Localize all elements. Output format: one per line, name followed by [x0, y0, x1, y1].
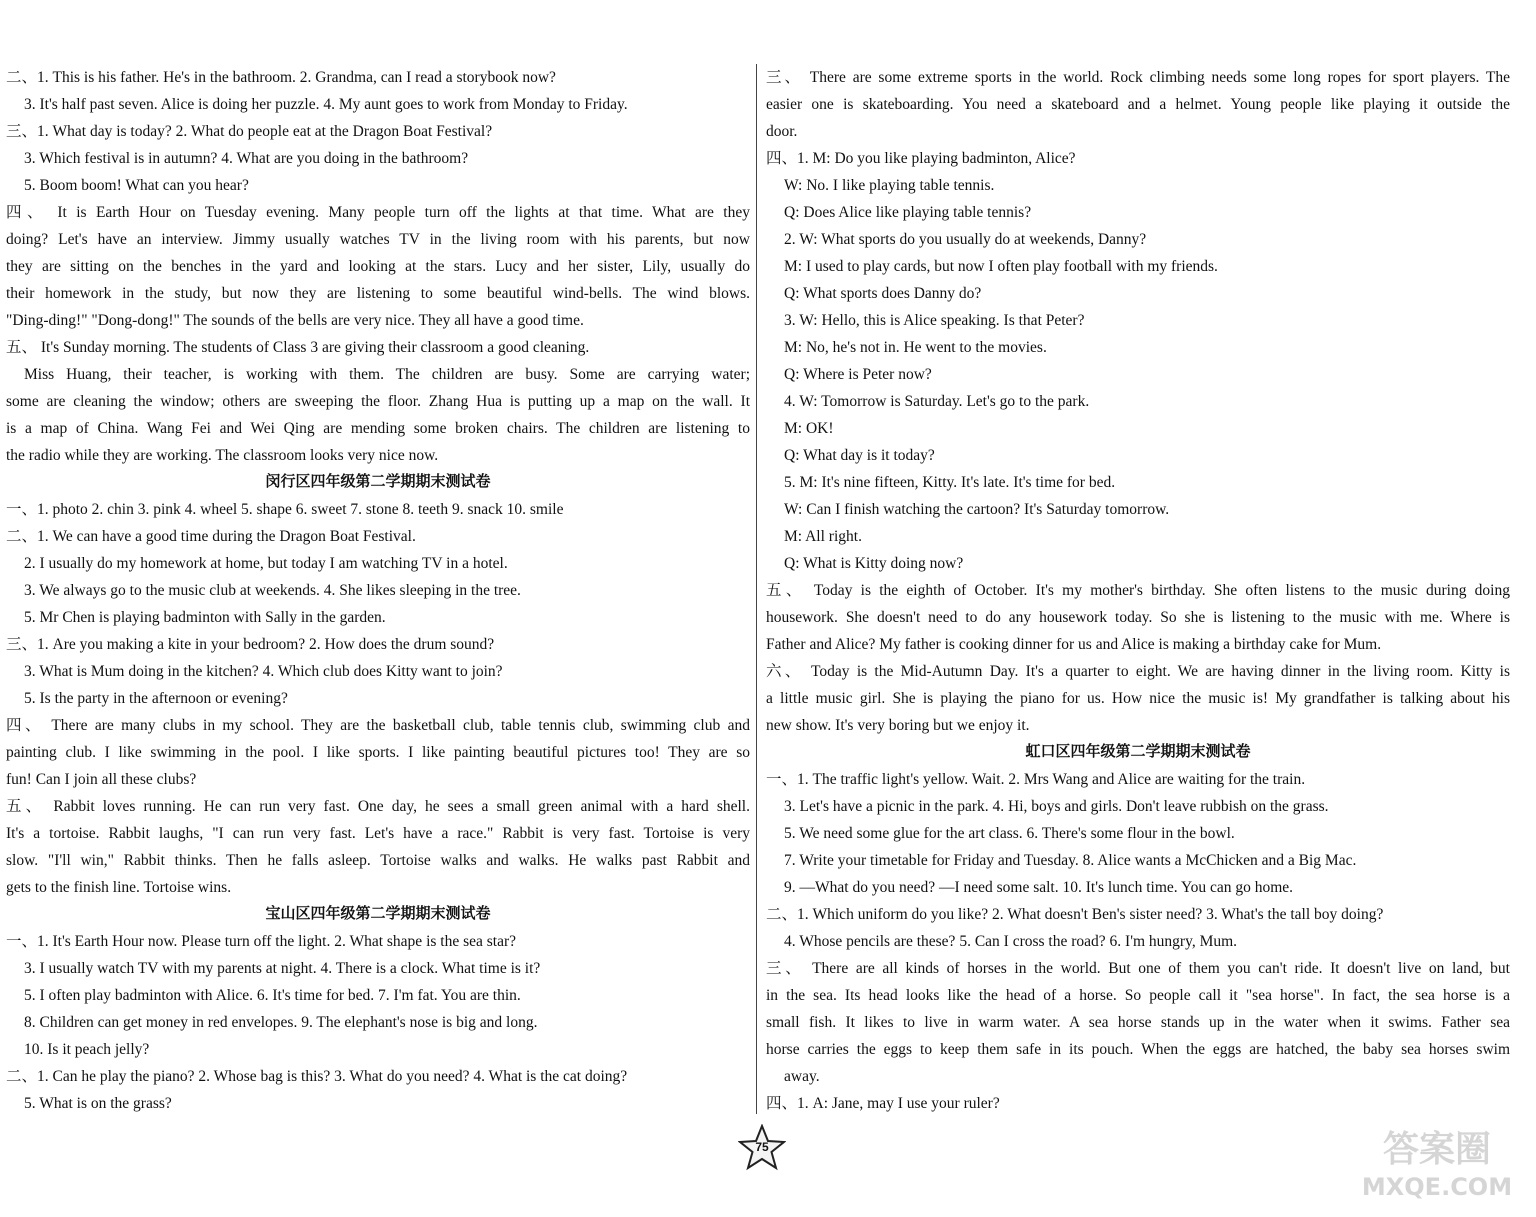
- left-column: [6, 64, 750, 1117]
- text-line: 2. I usually do my homework at home, but today I am watching TV in a hotel.: [24, 555, 508, 572]
- text-line: their homework in the study, but now they are listening to some beautiful wind-bells. The wind blows.: [6, 285, 750, 302]
- text-line: Q: Where is Peter now?: [784, 366, 932, 383]
- text-line: 四、1. M: Do you like playing badminton, Alice?: [766, 150, 1076, 167]
- text-line: 5. Boom boom! What can you hear?: [24, 177, 249, 194]
- text-line: new show. It's very boring but we enjoy it.: [766, 717, 1030, 734]
- text-line: W: No. I like playing table tennis.: [784, 177, 995, 194]
- text-line: Miss Huang, their teacher, is working with them. The children are busy. Some are carrying water;: [24, 366, 750, 383]
- text-line: away.: [784, 1068, 820, 1085]
- text-line: horse carries the eggs to keep them safe in its pouch. When the eggs are hatched, the baby sea horses swim: [766, 1041, 1510, 1058]
- text-line: 10. Is it peach jelly?: [24, 1041, 150, 1058]
- text-line: 8. Children can get money in red envelopes. 9. The elephant's nose is big and long.: [24, 1014, 538, 1031]
- text-line: fun! Can I join all these clubs?: [6, 771, 197, 788]
- text-line: 二、1. This is his father. He's in the bathroom. 2. Grandma, can I read a storybook now?: [6, 69, 556, 86]
- text-line: a little music girl. She is playing the piano for us. How nice the music is! My grandfather is talking about his: [766, 690, 1510, 707]
- watermark-line1: 答案圈: [1382, 1129, 1492, 1170]
- text-line: 5. Is the party in the afternoon or evening?: [24, 690, 288, 707]
- text-line: M: OK!: [784, 420, 834, 437]
- text-line: M: All right.: [784, 528, 862, 545]
- text-line: 9. —What do you need? —I need some salt. 10. It's lunch time. You can go home.: [784, 879, 1294, 896]
- text-line: 4. W: Tomorrow is Saturday. Let's go to the park.: [784, 393, 1090, 410]
- text-line: 五、 Rabbit loves running. He can run very fast. One day, he sees a small green animal with a hard shell.: [6, 798, 750, 815]
- text-line: Father and Alice? My father is cooking dinner for us and Alice is making a birthday cake for Mum.: [766, 636, 1382, 653]
- text-line: 三、1. Are you making a kite in your bedroom? 2. How does the drum sound?: [6, 636, 495, 653]
- text-line: 三、1. What day is today? 2. What do people eat at the Dragon Boat Festival?: [6, 123, 493, 140]
- text-line: M: I used to play cards, but now I often play football with my friends.: [784, 258, 1218, 275]
- text-line: easier one is skateboarding. You need a skateboard and a helmet. Young people like playing it outside the: [766, 96, 1510, 113]
- text-line: housework. She doesn't need to do any housework today. So she is listening to the music with me. Where is: [766, 609, 1510, 626]
- watermark-line2: MXQE.COM: [1361, 1173, 1513, 1201]
- text-line: Q: What sports does Danny do?: [784, 285, 982, 302]
- text-line: 四、1. A: Jane, may I use your ruler?: [766, 1095, 1000, 1112]
- text-line: 五、 Today is the eighth of October. It's my mother's birthday. She often listens to the music during doing: [766, 582, 1510, 599]
- text-line: It's a tortoise. Rabbit laughs, "I can run very fast. Let's have a race." Rabbit is very fast. Tortoise is very: [6, 825, 750, 842]
- text-line: 5. I often play badminton with Alice. 6. It's time for bed. 7. I'm fat. You are thin.: [24, 987, 521, 1004]
- section-title: 闵行区四年级第二学期期末测试卷: [265, 474, 491, 490]
- text-line: 3. We always go to the music club at weekends. 4. She likes sleeping in the tree.: [24, 582, 521, 599]
- text-line: 四、 There are many clubs in my school. They are the basketball club, table tennis club, swimming club and: [6, 717, 750, 734]
- text-line: some are cleaning the window; others are sweeping the floor. Zhang Hua is putting up a map on the wall. It: [6, 393, 750, 410]
- text-line: W: Can I finish watching the cartoon? It's Saturday tomorrow.: [784, 501, 1170, 518]
- text-line: 5. We need some glue for the art class. 6. There's some flour in the bowl.: [784, 825, 1235, 842]
- text-line: 二、1. Can he play the piano? 2. Whose bag is this? 3. What do you need? 4. What is the cat doing?: [6, 1068, 628, 1085]
- text-line: 二、1. We can have a good time during the Dragon Boat Festival.: [6, 528, 416, 545]
- text-line: 5. M: It's nine fifteen, Kitty. It's late. It's time for bed.: [784, 474, 1116, 491]
- text-line: 一、1. The traffic light's yellow. Wait. 2. Mrs Wang and Alice are waiting for the train.: [766, 771, 1306, 788]
- text-line: 二、1. Which uniform do you like? 2. What doesn't Ben's sister need? 3. What's the tall boy doing?: [766, 906, 1384, 923]
- text-line: door.: [766, 123, 798, 140]
- text-line: they are sitting on the benches in the yard and looking at the stars. Lucy and her sister, Lily, usually do: [6, 258, 750, 275]
- text-line: painting club. I like swimming in the pool. I like sports. I like painting beautiful pictures too! They are so: [6, 744, 750, 761]
- text-line: slow. "I'll win," Rabbit thinks. Then he falls asleep. Tortoise walks and walks. He walks past Rabbit and: [6, 852, 750, 869]
- section-title: 虹口区四年级第二学期期末测试卷: [1025, 744, 1251, 760]
- text-line: "Ding-ding!" "Dong-dong!" The sounds of the bells are very nice. They all have a good time.: [6, 312, 584, 329]
- text-line: in the sea. Its head looks like the head of a horse. So people call it "sea horse". In fact, the sea horse is a: [766, 987, 1510, 1004]
- text-line: 五、 It's Sunday morning. The students of Class 3 are giving their classroom a good cleaning.: [6, 339, 590, 356]
- page-number: 75: [755, 1140, 769, 1154]
- text-line: 三、 There are all kinds of horses in the world. But one of them you can't ride. It doesn't live on land, but: [766, 960, 1510, 977]
- text-line: 3. What is Mum doing in the kitchen? 4. Which club does Kitty want to join?: [24, 663, 503, 680]
- text-line: 3. Let's have a picnic in the park. 4. Hi, boys and girls. Don't leave rubbish on the grass.: [784, 798, 1329, 815]
- text-line: 3. Which festival is in autumn? 4. What are you doing in the bathroom?: [24, 150, 469, 167]
- text-line: 三、 There are some extreme sports in the world. Rock climbing needs some long ropes for sport players. The: [766, 69, 1510, 86]
- text-line: Q: What is Kitty doing now?: [784, 555, 964, 572]
- text-line: 一、1. photo 2. chin 3. pink 4. wheel 5. shape 6. sweet 7. stone 8. teeth 9. snack 10. smile: [6, 501, 564, 518]
- text-line: 六、 Today is the Mid-Autumn Day. It's a quarter to eight. We are having dinner in the living room. Kitty is: [766, 663, 1510, 680]
- text-line: 5. Mr Chen is playing badminton with Sally in the garden.: [24, 609, 386, 626]
- text-line: the radio while they are working. The classroom looks very nice now.: [6, 447, 439, 464]
- right-column: [766, 64, 1510, 1117]
- text-line: doing? Let's have an interview. Jimmy usually watches TV in the living room with his parents, but now: [6, 231, 750, 248]
- text-line: is a map of China. Wang Fei and Wei Qing are mending some broken chairs. The children are listening to: [6, 420, 750, 437]
- text-line: 4. Whose pencils are these? 5. Can I cross the road? 6. I'm hungry, Mum.: [784, 933, 1238, 950]
- text-line: M: No, he's not in. He went to the movies.: [784, 339, 1047, 356]
- section-title: 宝山区四年级第二学期期末测试卷: [265, 906, 491, 922]
- text-line: Q: What day is it today?: [784, 447, 935, 464]
- text-line: 3. I usually watch TV with my parents at night. 4. There is a clock. What time is it?: [24, 960, 541, 977]
- text-line: 一、1. It's Earth Hour now. Please turn off the light. 2. What shape is the sea star?: [6, 933, 517, 950]
- column-divider: [756, 64, 757, 1114]
- text-line: Q: Does Alice like playing table tennis?: [784, 204, 1032, 221]
- text-line: 3. It's half past seven. Alice is doing her puzzle. 4. My aunt goes to work from Monday to Friday.: [24, 96, 628, 113]
- text-line: 四、 It is Earth Hour on Tuesday evening. Many people turn off the lights at that time. What are they: [6, 204, 750, 221]
- text-line: 2. W: What sports do you usually do at weekends, Danny?: [784, 231, 1147, 248]
- text-line: 5. What is on the grass?: [24, 1095, 172, 1112]
- text-line: 7. Write your timetable for Friday and Tuesday. 8. Alice wants a McChicken and a Big Mac.: [784, 852, 1357, 869]
- text-line: small fish. It likes to live in warm water. A sea horse stands up in the water when it swims. Father sea: [766, 1014, 1510, 1031]
- watermark-logo: [1352, 1121, 1522, 1203]
- text-line: gets to the finish line. Tortoise wins.: [6, 879, 232, 896]
- text-line: 3. W: Hello, this is Alice speaking. Is that Peter?: [784, 312, 1085, 329]
